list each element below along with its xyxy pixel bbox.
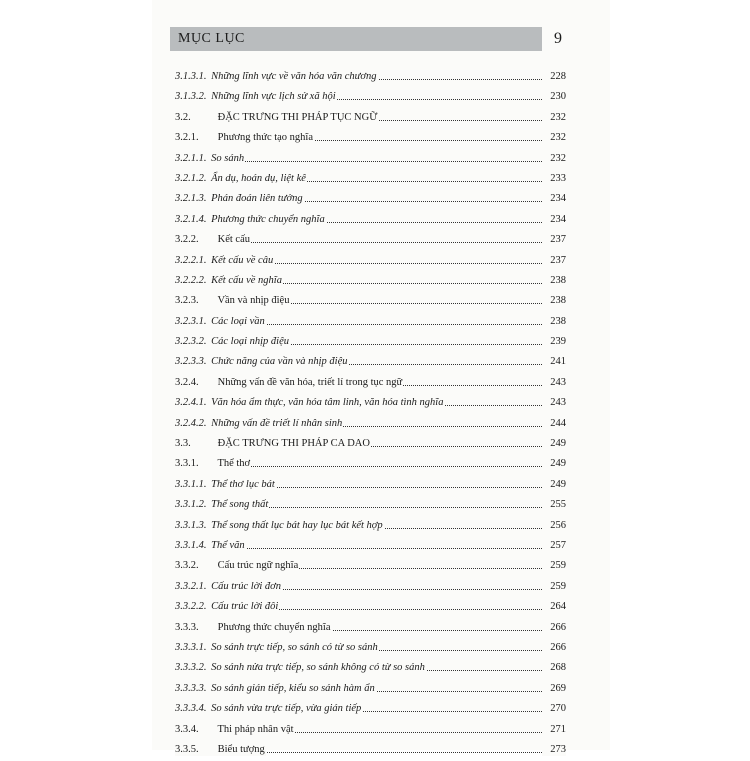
toc-entry-title: Phán đoán liên tưởng [211, 193, 303, 205]
toc-entry-page: 249 [542, 458, 566, 470]
toc-entry-number: 3.3.3. [175, 621, 199, 633]
toc-entry-title: Cấu trúc ngữ nghĩa [217, 560, 299, 572]
toc-entry-number: 3.3.3.4. [175, 703, 207, 715]
toc-entry [175, 496, 566, 516]
toc-entry-page: 255 [542, 499, 566, 511]
toc-entry-page: 233 [542, 173, 566, 185]
toc-entry-text [175, 724, 295, 736]
toc-entry-text [175, 234, 251, 246]
toc-entry-number: 3.2.4. [175, 376, 199, 388]
toc-entry [175, 272, 566, 292]
toc-entry-title: Kết cấu về nghĩa [211, 274, 282, 286]
toc-entry [175, 680, 566, 700]
toc-entry-title: Thể vãn [211, 539, 245, 551]
toc-entry-text [175, 642, 379, 654]
toc-entry [175, 353, 566, 373]
toc-entry-title: Phương thức chuyển nghĩa [211, 213, 325, 225]
toc-entry-text [175, 316, 266, 328]
toc-entry [175, 333, 566, 353]
toc-entry-text [175, 356, 349, 368]
toc-entry-text [175, 112, 378, 124]
toc-entry-page: 264 [542, 601, 566, 613]
toc-entry-title: Thể thơ [217, 458, 251, 470]
toc-entry-page: 239 [542, 336, 566, 348]
toc-entry [175, 557, 566, 577]
toc-entry-title: So sánh nửa trực tiếp, so sánh không có từ so sánh [211, 662, 425, 674]
toc-entry-title: Các loại vần [211, 315, 265, 327]
toc-entry-title: Cấu trúc lời đơn [211, 580, 281, 592]
toc-entry-page: 266 [542, 642, 566, 654]
toc-entry-text [175, 71, 378, 83]
toc-entry-text [175, 703, 362, 715]
toc-entry [175, 517, 566, 537]
toc-entry-number: 3.3.1.1. [175, 478, 207, 490]
toc-entry [175, 170, 566, 190]
toc-entry-text [175, 193, 304, 205]
toc-entry-text [175, 581, 282, 593]
toc-entry-page: 257 [542, 540, 566, 552]
toc-entry-title: Cấu trúc lời đôi [211, 601, 279, 613]
toc-entry-number: 3.2.4.2. [175, 417, 207, 429]
toc-entry-number: 3.1.3.2. [175, 91, 207, 103]
toc-entry-text [175, 153, 245, 165]
toc-entry-number: 3.2.4.1. [175, 397, 207, 409]
toc-entry-text [175, 458, 251, 470]
toc-entry-page: 268 [542, 662, 566, 674]
toc-entry-title: So sánh vừa trực tiếp, vừa gián tiếp [211, 703, 362, 715]
toc-entry-number: 3.3.3.3. [175, 682, 207, 694]
toc-entry-title: Kết cấu [217, 234, 250, 246]
toc-entry-title: Các loại nhịp điệu [211, 336, 289, 348]
toc-entry [175, 292, 566, 312]
toc-entry [175, 659, 566, 679]
toc-entry [175, 537, 566, 557]
toc-entry-text [175, 560, 299, 572]
toc-entry-text [175, 132, 314, 144]
toc-entry-number: 3.2.1.2. [175, 172, 207, 184]
toc-entry-page: 249 [542, 479, 566, 491]
toc-entry-number: 3.2.1. [175, 132, 199, 144]
toc-entry-title: ĐẶC TRƯNG THI PHÁP CA DAO [217, 438, 370, 450]
toc-entry-title: Những lĩnh vực về văn hóa văn chương [211, 71, 377, 82]
toc-entry-title: ĐẶC TRƯNG THI PHÁP TỤC NGỮ [217, 111, 378, 123]
toc-entry [175, 721, 566, 741]
toc-entry-text [175, 520, 384, 532]
toc-entry-page: 237 [542, 255, 566, 267]
toc-entry-page: 237 [542, 234, 566, 246]
toc-entry-page: 230 [542, 91, 566, 103]
toc-entry [175, 639, 566, 659]
toc-entry-number: 3.3.4. [175, 723, 199, 735]
toc-entry-title: So sánh [211, 152, 245, 164]
toc-entry-text [175, 275, 283, 287]
toc-entry-title: Thể thơ lục bát [211, 478, 275, 490]
toc-entry-text [175, 601, 279, 613]
toc-entry-number: 3.3.1.2. [175, 499, 207, 511]
toc-entry-text [175, 683, 376, 695]
toc-entry-page: 234 [542, 193, 566, 205]
toc-entry [175, 150, 566, 170]
toc-entry-title: Văn hóa ẩm thực, văn hóa tâm linh, văn hóa tình nghĩa [211, 397, 444, 409]
toc-entry-page: 271 [542, 724, 566, 736]
toc-entry-number: 3.3.3.1. [175, 641, 207, 653]
toc-entry [175, 313, 566, 333]
toc-entry-number: 3.3.1.4. [175, 539, 207, 551]
toc-entry [175, 435, 566, 455]
toc-entry-number: 3.3.1.3. [175, 519, 207, 531]
toc-entry-text [175, 295, 290, 307]
toc-entry-number: 3.3.2. [175, 560, 199, 572]
toc-entry [175, 700, 566, 720]
toc-entry-page: 269 [542, 683, 566, 695]
toc-entry-text [175, 479, 276, 491]
toc-entry-page: 234 [542, 214, 566, 226]
toc-entry-page: 228 [542, 71, 566, 83]
toc-entry-number: 3.2.1.3. [175, 193, 207, 205]
toc-entry-number: 3.2.3.3. [175, 356, 207, 368]
toc-entry-number: 3.2.1.1. [175, 152, 207, 164]
toc-entry-number: 3.3. [175, 438, 191, 450]
toc-entry-page: 243 [542, 377, 566, 389]
toc-entry [175, 394, 566, 414]
toc-entry-title: So sánh trực tiếp, so sánh có từ so sánh [211, 641, 378, 653]
toc-entry-text [175, 499, 269, 511]
toc-entry-title: Phương thức chuyển nghĩa [217, 621, 331, 633]
header-bar [170, 27, 542, 51]
toc-entry-title: Những vấn đề văn hóa, triết lí trong tục ngữ [217, 376, 403, 388]
toc-entry-number: 3.3.1. [175, 458, 199, 470]
toc-entry [175, 211, 566, 231]
toc-entry [175, 129, 566, 149]
toc-entry-text [175, 622, 332, 634]
toc-entry-page: 266 [542, 622, 566, 634]
toc-entry-page: 232 [542, 153, 566, 165]
toc-entry-title: Thể song thất lục bát hay lục bát kết hợp [211, 519, 383, 531]
toc-entry-number: 3.2.2.1. [175, 254, 207, 266]
toc-entry [175, 619, 566, 639]
toc-entry-title: Những lĩnh vực lịch sử xã hội [211, 91, 336, 103]
toc-entry-text [175, 336, 290, 348]
toc-entry-page: 241 [542, 356, 566, 368]
toc-entry [175, 231, 566, 251]
toc-entry-title: Ẩn dụ, hoán dụ, liệt kê [211, 172, 306, 184]
toc-entry [175, 374, 566, 394]
toc-entry-text [175, 214, 326, 226]
page-number: 9 [554, 30, 562, 47]
toc-entry-page: 243 [542, 397, 566, 409]
toc-entry [175, 455, 566, 475]
toc-entry-page: 238 [542, 275, 566, 287]
toc-entry-title: Phương thức tạo nghĩa [217, 132, 314, 144]
toc-entry-text [175, 438, 371, 450]
toc-entry [175, 598, 566, 618]
toc-entry-page: 238 [542, 295, 566, 307]
toc-entry-text [175, 662, 426, 674]
toc-entry-text [175, 91, 337, 103]
toc-entry [175, 476, 566, 496]
toc-entry [175, 578, 566, 598]
toc-entry-number: 3.1.3.1. [175, 71, 207, 82]
toc-entry-title: Kết cấu về câu [211, 254, 274, 266]
toc-entry-title: Thể song thất [211, 499, 269, 511]
toc-entry-text [175, 377, 403, 389]
toc-entry-number: 3.3.2.1. [175, 580, 207, 592]
toc-entry-title: Những vấn đề triết lí nhân sinh [211, 417, 343, 429]
toc-entry-number: 3.2.2. [175, 234, 199, 246]
toc-entry-title: Thi pháp nhân vật [217, 723, 294, 735]
toc-entry [175, 88, 566, 108]
toc-entry-page: 249 [542, 438, 566, 450]
toc-entry-number: 3.2.3. [175, 295, 199, 307]
toc-entry-number: 3.3.3.2. [175, 662, 207, 674]
toc-entry-page: 244 [542, 418, 566, 430]
toc-entry-text [175, 540, 246, 552]
toc-entry-page: 256 [542, 520, 566, 532]
page-title: MỤC LỤC [178, 31, 245, 46]
toc-entry-page: 232 [542, 132, 566, 144]
table-of-contents [175, 68, 566, 761]
toc-entry-number: 3.2.3.2. [175, 336, 207, 348]
toc-entry-title: Chức năng của vần và nhịp điệu [211, 356, 348, 368]
toc-entry [175, 252, 566, 272]
toc-entry-text [175, 173, 307, 185]
toc-entry-page: 259 [542, 581, 566, 593]
toc-entry [175, 741, 566, 761]
toc-entry [175, 68, 566, 88]
toc-entry-page: 238 [542, 316, 566, 328]
toc-entry-page: 273 [542, 744, 566, 756]
toc-entry-page: 270 [542, 703, 566, 715]
toc-entry-title: Biểu tượng [217, 743, 265, 755]
toc-entry-number: 3.2.1.4. [175, 213, 207, 225]
toc-entry-page: 232 [542, 112, 566, 124]
toc-entry [175, 109, 566, 129]
toc-entry-page: 259 [542, 560, 566, 572]
toc-entry-number: 3.2.2.2. [175, 274, 207, 286]
toc-entry [175, 415, 566, 435]
toc-entry-title: Vần và nhịp điệu [217, 295, 290, 307]
toc-entry-number: 3.3.2.2. [175, 601, 207, 613]
toc-entry-text [175, 255, 274, 267]
toc-entry-number: 3.2.3.1. [175, 315, 207, 327]
toc-entry [175, 190, 566, 210]
toc-entry-text [175, 418, 343, 430]
toc-entry-number: 3.2. [175, 111, 191, 123]
toc-entry-text [175, 397, 444, 409]
toc-entry-title: So sánh gián tiếp, kiểu so sánh hàm ẩn [211, 682, 375, 694]
toc-entry-number: 3.3.5. [175, 743, 199, 755]
